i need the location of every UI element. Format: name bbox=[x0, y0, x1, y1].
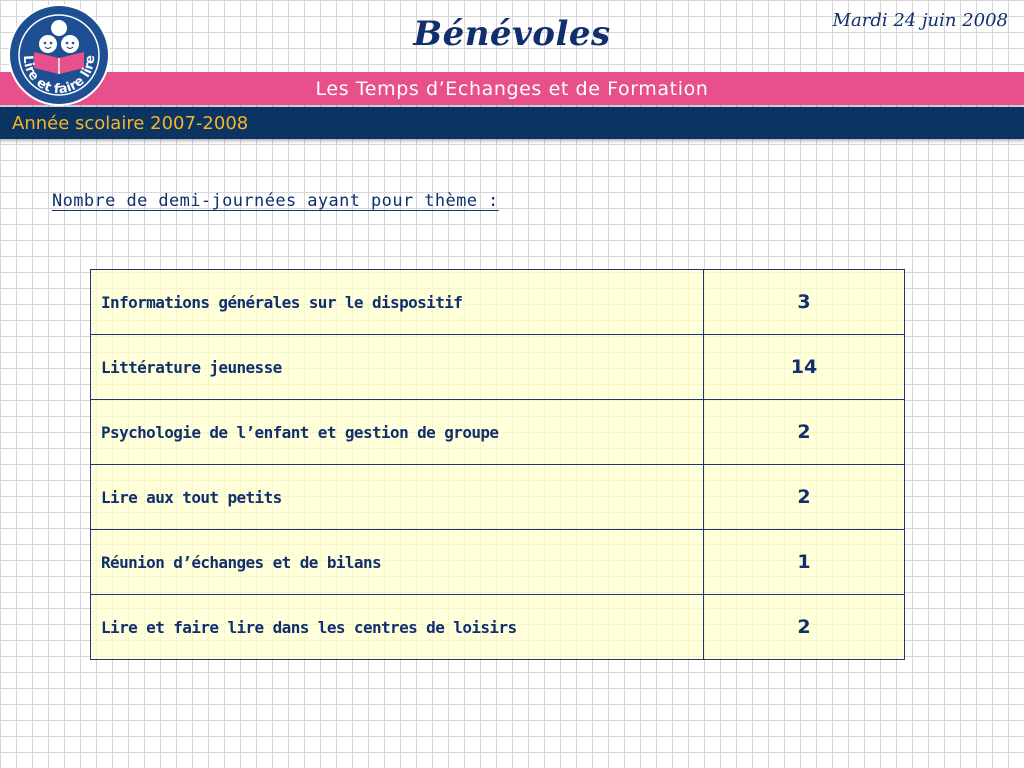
svg-text:Lire et faire lire: Lire et faire lire bbox=[19, 54, 99, 98]
table-row bbox=[91, 335, 904, 400]
slide-date: Mardi 24 juin 2008 bbox=[832, 10, 1008, 31]
themes-table bbox=[90, 269, 905, 660]
section-heading: Nombre de demi-journées ayant pour thème : bbox=[52, 191, 499, 211]
theme-count: 14 bbox=[790, 356, 818, 378]
school-year-bar bbox=[0, 107, 1024, 139]
theme-count: 3 bbox=[797, 291, 811, 313]
table-row bbox=[91, 270, 904, 335]
theme-count: 2 bbox=[797, 616, 811, 638]
table-row bbox=[91, 530, 904, 595]
theme-label: Lire aux tout petits bbox=[91, 465, 704, 529]
theme-label: Informations générales sur le dispositif bbox=[91, 270, 704, 334]
banner-title: Les Temps d’Echanges et de Formation bbox=[315, 77, 709, 100]
table-row bbox=[91, 595, 904, 659]
theme-label: Psychologie de l’enfant et gestion de groupe bbox=[91, 400, 704, 464]
logo-graphic bbox=[10, 6, 108, 104]
theme-label: Lire et faire lire dans les centres de loisirs bbox=[91, 595, 704, 659]
table-row bbox=[91, 465, 904, 530]
theme-count: 2 bbox=[797, 421, 811, 443]
page-title: Bénévoles bbox=[413, 14, 611, 54]
school-year-label: Année scolaire 2007-2008 bbox=[12, 112, 249, 134]
banner-bar bbox=[0, 72, 1024, 105]
theme-count: 1 bbox=[797, 551, 811, 573]
lire-et-faire-lire-logo bbox=[10, 6, 108, 104]
table-row bbox=[91, 400, 904, 465]
theme-label: Réunion d’échanges et de bilans bbox=[91, 530, 704, 594]
theme-count: 2 bbox=[797, 486, 811, 508]
theme-label: Littérature jeunesse bbox=[91, 335, 704, 399]
